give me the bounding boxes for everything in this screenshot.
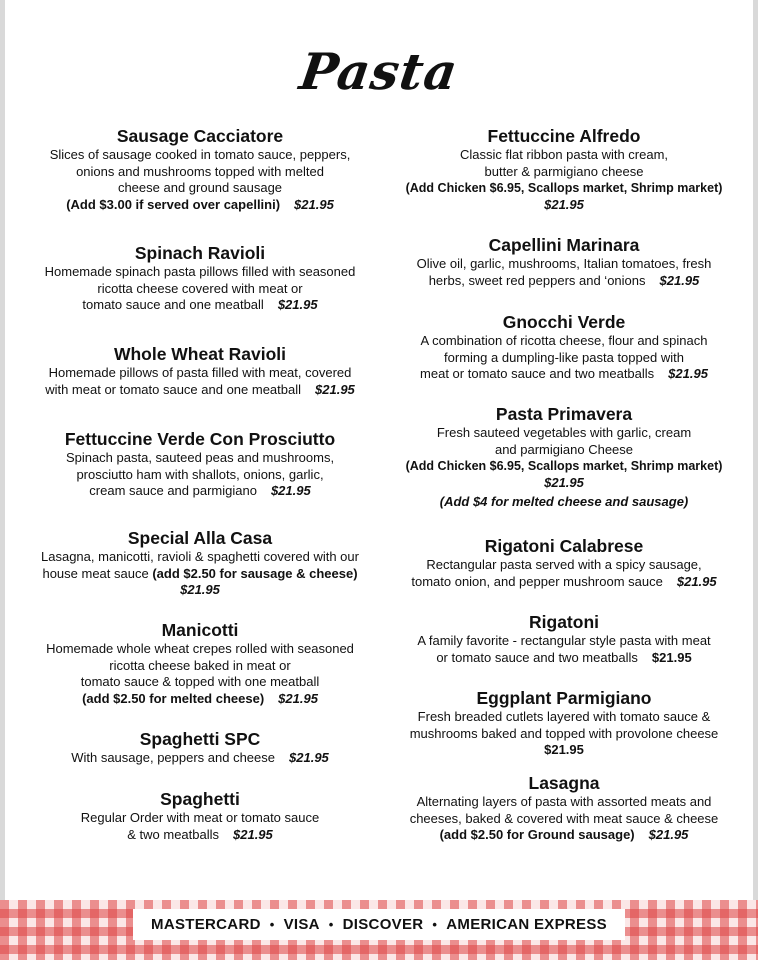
item-desc-line: ricotta cheese covered with meat or bbox=[97, 280, 303, 296]
item-name: Lasagna bbox=[528, 773, 600, 793]
menu-item-special-alla-casa bbox=[30, 527, 370, 599]
item-desc-line: Olive oil, garlic, mushrooms, Italian tomatoes, fresh bbox=[416, 256, 712, 271]
menu-item-pasta-primavera bbox=[390, 403, 738, 511]
menu-item-spinach-ravioli bbox=[30, 242, 370, 314]
item-name: Spaghetti SPC bbox=[139, 729, 261, 749]
item-desc-line: With sausage, peppers and cheese bbox=[71, 750, 276, 765]
item-name: Manicotti bbox=[161, 620, 239, 640]
item-price: $21.95 bbox=[270, 483, 311, 498]
item-desc-line: Homemade whole wheat crepes rolled with seasoned bbox=[46, 641, 354, 656]
item-desc-line: Spinach pasta, sauteed peas and mushrooms, bbox=[65, 450, 335, 465]
item-desc-line: Alternating layers of pasta with assorted meats and bbox=[416, 794, 712, 809]
item-extra: (add $2.50 for melted cheese) bbox=[82, 690, 265, 706]
item-name: Gnocchi Verde bbox=[502, 312, 626, 332]
separator-dot: • bbox=[432, 917, 438, 932]
item-name: Pasta Primavera bbox=[495, 404, 633, 424]
item-name: Fettuccine Verde Con Prosciutto bbox=[64, 429, 336, 449]
menu-item-manicotti bbox=[30, 619, 370, 707]
item-price: $21.95 bbox=[668, 366, 708, 381]
item-desc-line: cheeses, baked & covered with meat sauce & cheese bbox=[409, 810, 719, 826]
menu-item-gnocchi-verde bbox=[390, 311, 738, 383]
item-desc-line: and parmigiano Cheese bbox=[494, 441, 634, 457]
item-name: Capellini Marinara bbox=[488, 235, 640, 255]
item-price: $21.95 bbox=[294, 196, 334, 212]
item-desc-line: Regular Order with meat or tomato sauce bbox=[80, 810, 320, 825]
card-visa: VISA bbox=[283, 916, 320, 933]
item-desc-line: meat or tomato sauce and two meatballs bbox=[420, 366, 655, 381]
page-edge-right bbox=[753, 0, 758, 960]
item-desc-line: A family favorite - rectangular style pasta with meat bbox=[417, 633, 711, 648]
item-price: $21.95 bbox=[233, 826, 273, 842]
menu-item-eggplant-parmigiano bbox=[390, 687, 738, 759]
separator-dot: • bbox=[328, 917, 334, 932]
item-name: Special Alla Casa bbox=[127, 528, 273, 548]
item-desc-line: & two meatballs bbox=[127, 826, 219, 842]
menu-item-capellini-marinara bbox=[390, 234, 738, 289]
item-desc-line: ricotta cheese baked in meat or bbox=[109, 657, 291, 673]
page-title: Pasta bbox=[296, 42, 462, 101]
page-edge-left bbox=[0, 0, 5, 960]
card-american-express: AMERICAN EXPRESS bbox=[446, 916, 607, 933]
item-extra-2: (Add $4 for melted cheese and sausage) bbox=[439, 494, 689, 509]
item-desc-line: onions and mushrooms topped with melted bbox=[76, 163, 324, 179]
item-desc-line: cream sauce and parmigiano bbox=[89, 483, 257, 498]
item-desc-line: prosciutto ham with shallots, onions, garlic, bbox=[76, 466, 324, 482]
item-price: $21.95 bbox=[676, 573, 717, 589]
item-price: $21.95 bbox=[648, 827, 689, 842]
item-desc-line: with meat or tomato sauce and one meatball bbox=[45, 381, 302, 397]
item-desc-line: Slices of sausage cooked in tomato sauce, peppers, bbox=[49, 147, 351, 162]
item-desc-line: tomato sauce and one meatball bbox=[82, 297, 264, 312]
item-price: $21.95 bbox=[289, 750, 329, 765]
item-extra: (Add $3.00 if served over capellini) bbox=[66, 196, 281, 212]
item-desc-line: Fresh sauteed vegetables with garlic, cream bbox=[436, 425, 692, 440]
item-desc-line: mushrooms baked and topped with provolone cheese bbox=[409, 725, 719, 741]
menu-item-spaghetti bbox=[30, 788, 370, 843]
item-extra: (add $2.50 for sausage & cheese) bbox=[152, 565, 358, 581]
item-name: Sausage Cacciatore bbox=[116, 126, 284, 146]
item-desc-line: cheese and ground sausage bbox=[117, 180, 283, 195]
item-desc-line: forming a dumpling-like pasta topped with bbox=[444, 349, 684, 365]
menu-item-rigatoni bbox=[390, 611, 738, 666]
item-price: $21.95 bbox=[277, 297, 318, 312]
item-desc-line: Classic flat ribbon pasta with cream, bbox=[459, 147, 669, 162]
item-desc-line: Rectangular pasta served with a spicy sausage, bbox=[426, 557, 702, 572]
item-extra: (Add Chicken $6.95, Scallops market, Shrimp market) bbox=[405, 181, 723, 195]
card-mastercard: MASTERCARD bbox=[151, 916, 261, 933]
item-desc-line: tomato onion, and pepper mushroom sauce bbox=[411, 573, 663, 589]
item-price: $21.95 bbox=[544, 742, 584, 757]
item-price: $21.95 bbox=[278, 690, 318, 706]
menu-item-spaghetti-spc bbox=[30, 728, 370, 767]
menu-item-fettuccine-verde bbox=[30, 428, 370, 500]
item-desc-line: Homemade pillows of pasta filled with meat, covered bbox=[48, 365, 352, 380]
menu-item-rigatoni-calabrese bbox=[390, 535, 738, 590]
separator-dot: • bbox=[269, 917, 275, 932]
item-desc-line: or tomato sauce and two meatballs bbox=[436, 649, 638, 665]
item-price: $21.95 bbox=[544, 474, 584, 490]
item-price: $21.95 bbox=[315, 381, 355, 397]
item-price: $21.95 bbox=[180, 582, 220, 597]
item-name: Fettuccine Alfredo bbox=[487, 126, 641, 146]
menu-item-sausage-cacciatore bbox=[30, 125, 370, 213]
item-price: $21.95 bbox=[544, 196, 584, 212]
item-desc-line: A combination of ricotta cheese, flour and spinach bbox=[420, 333, 708, 348]
menu-item-whole-wheat-ravioli bbox=[30, 343, 370, 398]
item-price: $21.95 bbox=[651, 649, 692, 665]
item-desc-line: tomato sauce & topped with one meatball bbox=[80, 674, 320, 689]
item-extra: (Add Chicken $6.95, Scallops market, Shrimp market) bbox=[405, 459, 723, 473]
item-desc-line: herbs, sweet red peppers and ‘onions bbox=[428, 272, 646, 288]
item-name: Spinach Ravioli bbox=[134, 243, 266, 263]
item-name: Spaghetti bbox=[160, 789, 240, 809]
item-extra: (add $2.50 for Ground sausage) bbox=[439, 827, 635, 842]
item-name: Eggplant Parmigiano bbox=[476, 688, 652, 708]
item-desc-line: Lasagna, manicotti, ravioli & spaghetti covered with our bbox=[41, 549, 359, 564]
item-name: Rigatoni bbox=[529, 612, 599, 632]
item-desc-line: house meat sauce bbox=[42, 565, 149, 581]
item-name: Rigatoni Calabrese bbox=[484, 536, 644, 556]
item-desc-line: Fresh breaded cutlets layered with tomato sauce & bbox=[417, 709, 711, 724]
item-price: $21.95 bbox=[659, 272, 700, 288]
item-desc-line: butter & parmigiano cheese bbox=[484, 163, 644, 179]
card-discover: DISCOVER bbox=[342, 916, 424, 933]
menu-item-fettuccine-alfredo bbox=[390, 125, 738, 213]
item-desc-line: Homemade spinach pasta pillows filled with seasoned bbox=[44, 264, 356, 279]
menu-item-lasagna bbox=[390, 772, 738, 844]
item-name: Whole Wheat Ravioli bbox=[113, 344, 287, 364]
accepted-cards-bar bbox=[133, 909, 625, 940]
